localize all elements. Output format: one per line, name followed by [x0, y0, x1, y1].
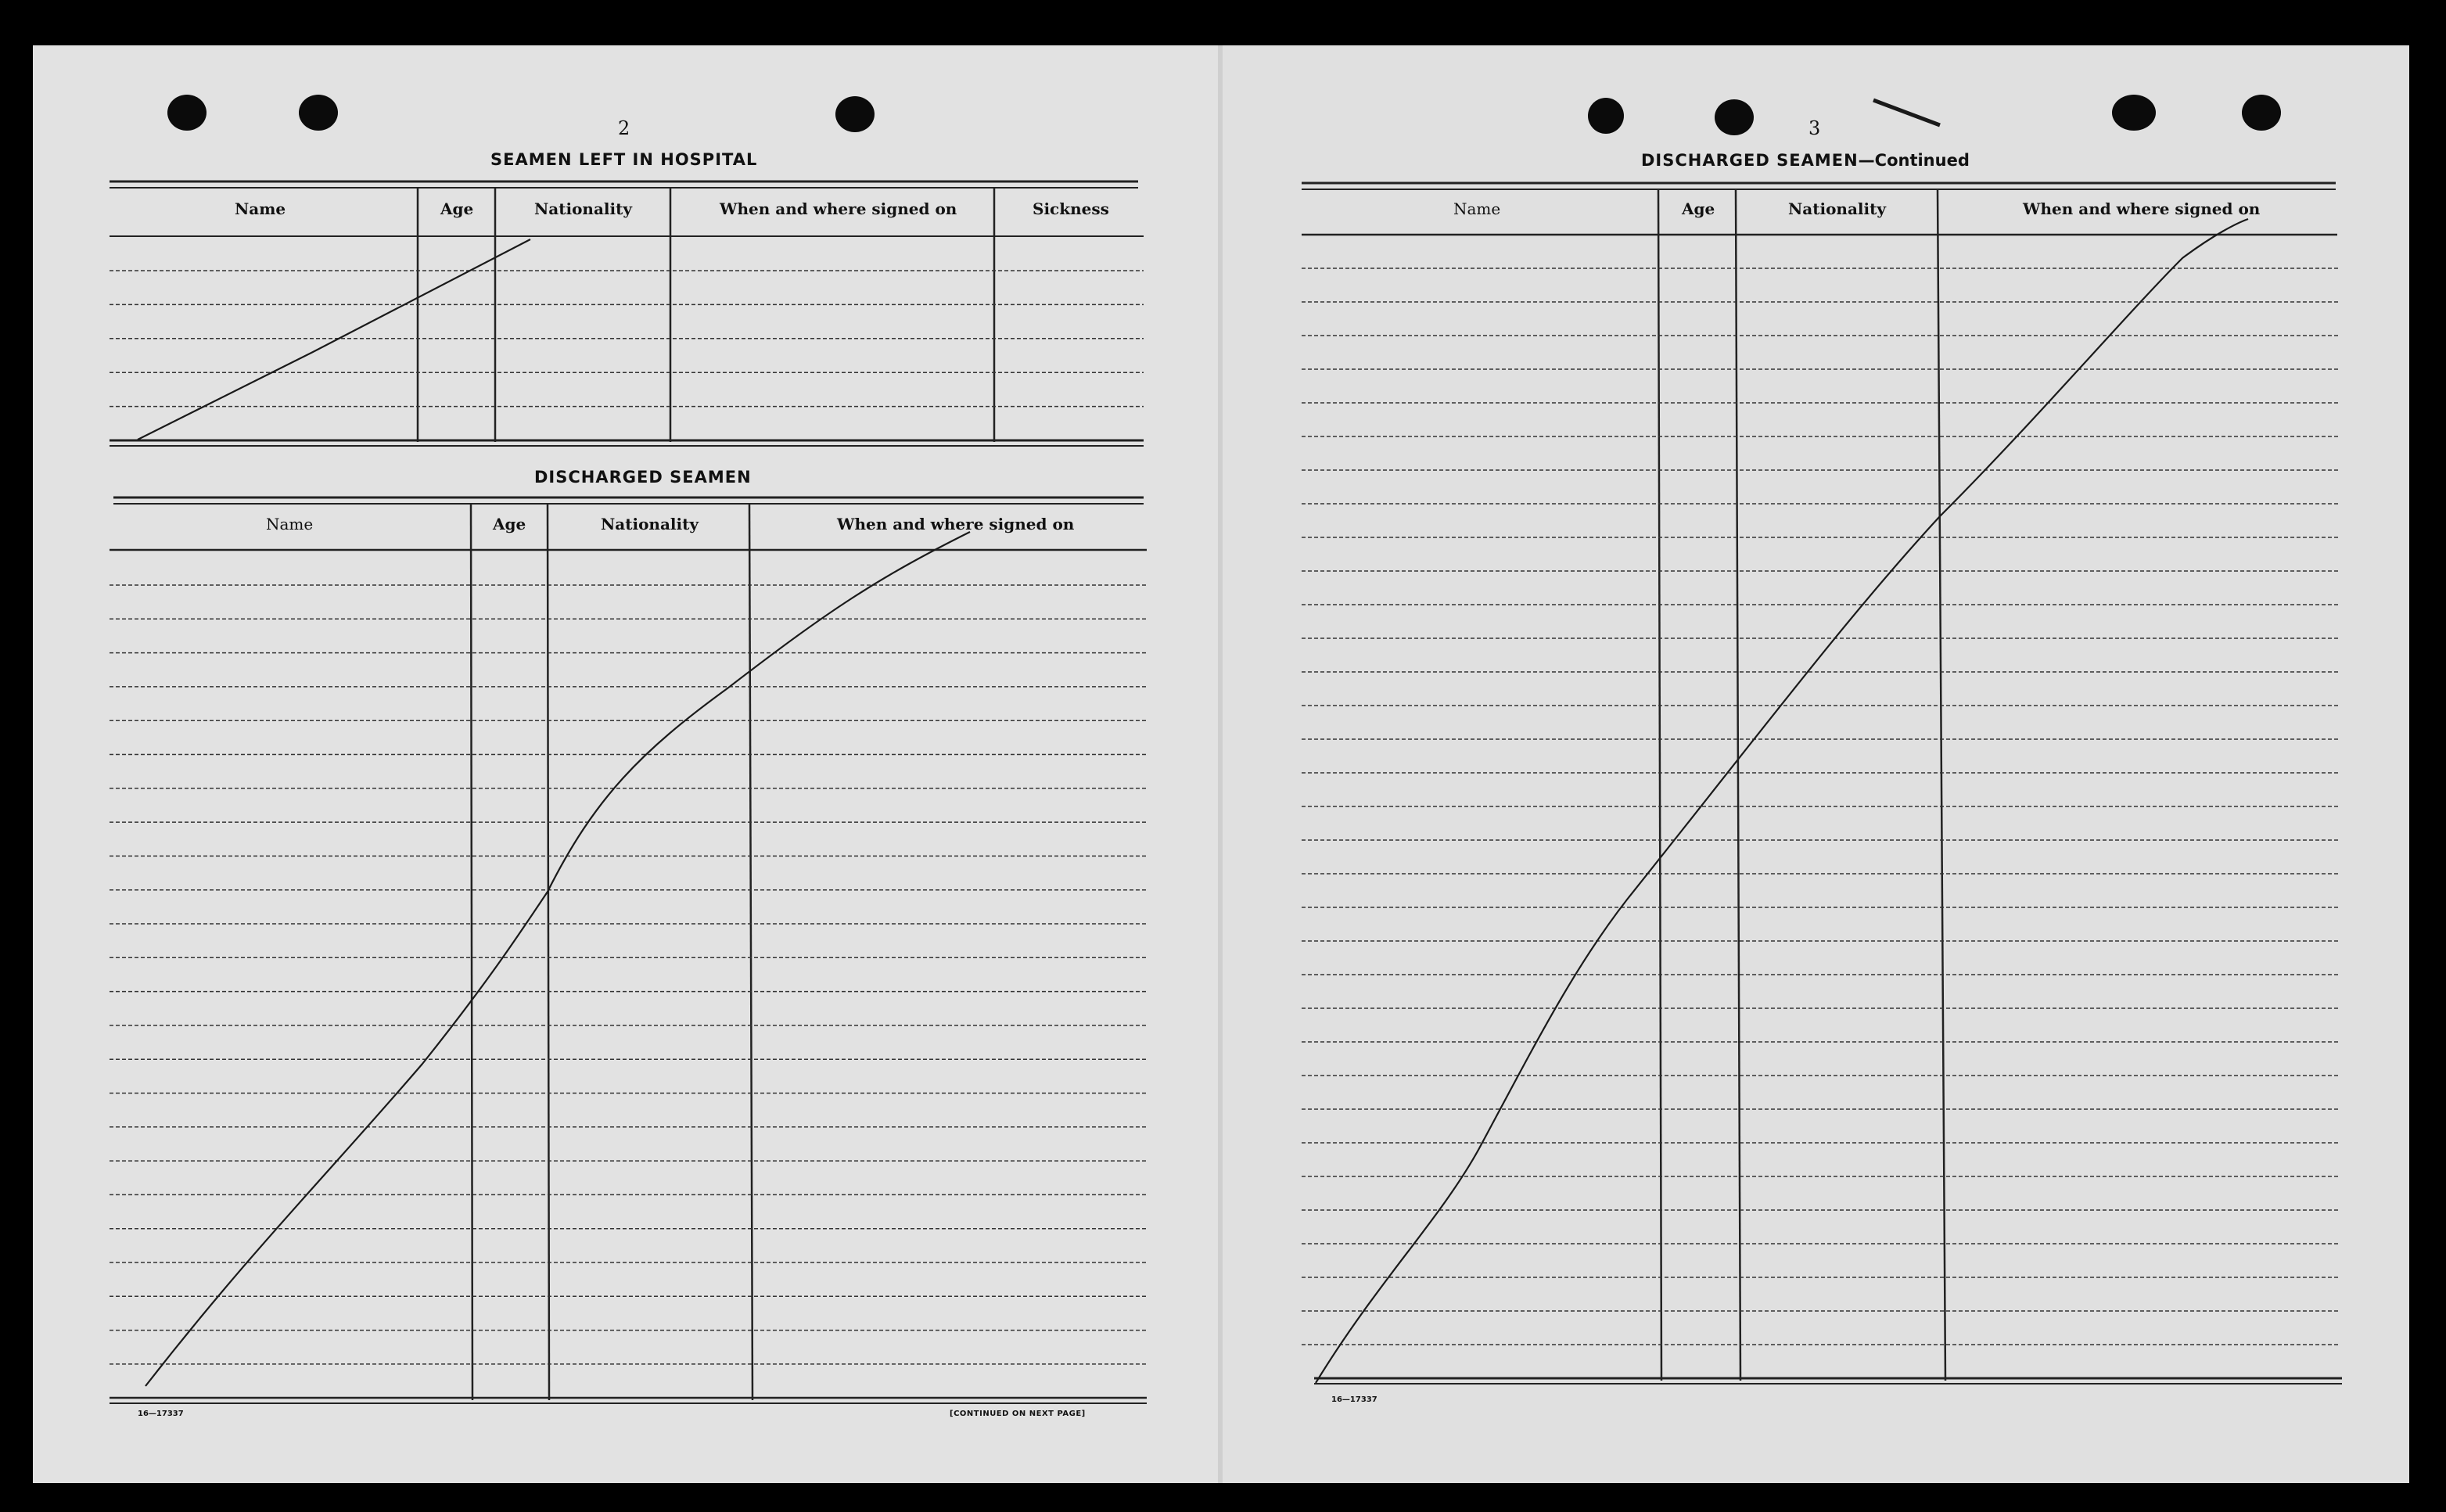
form-number: 16—17337: [1331, 1395, 1377, 1404]
column-header-signed-on: When and where signed on: [720, 199, 957, 218]
continued-note: [CONTINUED ON NEXT PAGE]: [950, 1410, 1086, 1418]
section-title-discharged: DISCHARGED SEAMEN: [534, 468, 752, 487]
page-number: 3: [1808, 117, 1821, 139]
column-header-nationality: Nationality: [534, 199, 632, 218]
page-number: 2: [618, 117, 630, 139]
column-header-name: Name: [1453, 199, 1501, 218]
section-title-main: DISCHARGED SEAMEN: [1641, 151, 1859, 170]
form-number: 16—17337: [138, 1410, 184, 1418]
column-header-age: Age: [440, 199, 474, 218]
column-header-signed-on: When and where signed on: [837, 515, 1075, 533]
column-header-name: Name: [266, 515, 314, 533]
column-header-nationality: Nationality: [601, 515, 699, 533]
column-header-nationality: Nationality: [1788, 199, 1886, 218]
column-header-age: Age: [1682, 199, 1715, 218]
column-header-age: Age: [493, 515, 526, 533]
section-title-hospital: SEAMEN LEFT IN HOSPITAL: [490, 150, 758, 169]
section-title-discharged-continued: [1641, 151, 1970, 170]
column-header-signed-on: When and where signed on: [2023, 199, 2261, 218]
column-header-sickness: Sickness: [1033, 199, 1109, 218]
section-title-suffix: —Continued: [1858, 151, 1970, 170]
column-header-name: Name: [235, 199, 286, 218]
